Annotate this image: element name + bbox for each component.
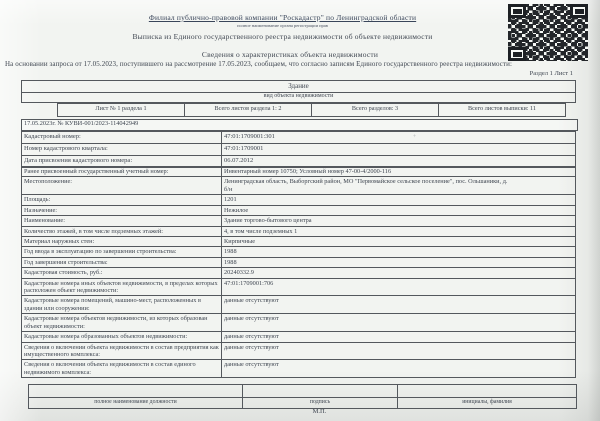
document-header: [60, 13, 505, 41]
signature-table: [28, 384, 577, 409]
sheet-info-table: [57, 103, 566, 117]
field-value: 4, в том числе подземных 1: [222, 226, 576, 236]
field-label: Год завершения строительства:: [22, 257, 222, 267]
field-value: Нежилое: [222, 205, 576, 215]
field-value-line: Ленинградская область, Выборгский район, МО "Первомайское сельское поселение", пос. Ольшаники, д.: [224, 178, 508, 186]
table-row: [22, 177, 576, 195]
sheet-info-cell: Всего разделов: 3: [312, 104, 439, 117]
details-table: [21, 166, 576, 378]
table-row: [22, 296, 576, 314]
table-row: [22, 195, 576, 205]
field-label: Ранее присвоенный государственный учетный номер:: [22, 167, 222, 177]
table-row: [22, 81, 576, 93]
table-row: [22, 236, 576, 246]
field-value: [222, 177, 576, 195]
object-kind-caption: вид объекта недвижимости: [22, 93, 576, 103]
table-row: [58, 104, 566, 117]
table-row: [22, 278, 576, 296]
field-label: Сведения о включении объекта недвижимости в состав единого недвижимого комплекса:: [22, 360, 222, 378]
table-row: [22, 247, 576, 257]
sheet-info-cell: Лист № 1 раздела 1: [58, 104, 185, 117]
field-value: данные отсутствуют: [222, 332, 576, 342]
field-value: 1201: [222, 195, 576, 205]
org-caption: полное наименование органа регистрации прав: [237, 23, 328, 28]
signature-name-field: [398, 385, 577, 398]
signature-sign-label: подпись: [243, 398, 398, 409]
section-title: Сведения о характеристиках объекта недвижимости: [201, 50, 379, 59]
field-label: Местоположение:: [22, 177, 222, 195]
object-kind-table: [21, 80, 576, 103]
table-row: [22, 268, 576, 278]
field-label: Кадастровые номера помещений, машино-мест, расположенных в здании или сооружении:: [22, 296, 222, 314]
field-label: Кадастровые номера объектов недвижимости, из которых образован объект недвижимости:: [22, 314, 222, 332]
field-label: Номер кадастрового квартала:: [22, 144, 222, 156]
field-value: Инвентарный номер 10750; Условный номер 47-00-4/2000-116: [222, 167, 576, 177]
sheet-info-cell: Всего листов выписки: 11: [439, 104, 566, 117]
field-label: Материал наружных стен:: [22, 236, 222, 246]
table-row: [22, 93, 576, 103]
object-kind-value: Здание: [22, 81, 576, 93]
table-row: [29, 385, 577, 398]
field-value: 20240332.9: [222, 268, 576, 278]
field-value: Здание торгово-бытового центра: [222, 216, 576, 226]
table-row: [22, 144, 576, 156]
table-row: [22, 332, 576, 342]
document-title: Выписка из Единого государственного реестра недвижимости об объекте недвижимости: [132, 32, 433, 42]
table-row: [22, 132, 576, 144]
table-row: [22, 314, 576, 332]
sheet-info-cell: Всего листов раздела 1: 2: [185, 104, 312, 117]
qr-finder-icon: [508, 4, 526, 18]
field-label: Площадь:: [22, 195, 222, 205]
field-label: Кадастровый номер:: [22, 132, 222, 144]
field-value: данные отсутствуют: [222, 296, 576, 314]
field-value: данные отсутствуют: [222, 360, 576, 378]
qr-finder-icon: [570, 4, 588, 18]
field-value: данные отсутствуют: [222, 314, 576, 332]
field-label: Назначение:: [22, 205, 222, 215]
field-value-line: б/н: [224, 185, 233, 193]
field-value: 47:01:1709001:301 +: [222, 132, 576, 144]
table-row: [22, 167, 576, 177]
table-row: [22, 342, 576, 360]
table-row: [22, 216, 576, 226]
field-value: 47:01:1709001:706: [222, 278, 576, 296]
signature-name-label: инициалы, фамилия: [398, 398, 577, 409]
field-value: 06.07.2012: [222, 156, 576, 168]
field-value: 1988: [222, 247, 576, 257]
table-row: [22, 226, 576, 236]
request-number: 17.05.2023г. № КУВИ-001/2023-114042949: [21, 119, 578, 131]
field-label: Наименование:: [22, 216, 222, 226]
table-row: [22, 257, 576, 267]
table-row: [22, 360, 576, 378]
table-row: [29, 398, 577, 409]
signature-sign-field: [243, 385, 398, 398]
org-name: Филиал публично-правовой компании "Роскадастр" по Ленинградской области: [148, 13, 417, 22]
field-value: 47:01:1709001: [222, 144, 576, 156]
stamp-mark: М.П.: [312, 408, 327, 415]
field-label: Кадастровые номера иных объектов недвижимости, в пределах которых расположен объект недвижимости:: [22, 278, 222, 296]
field-value: данные отсутствуют: [222, 342, 576, 360]
cadastral-table: [21, 131, 576, 168]
request-note: На основании запроса от 17.05.2023, поступившего на рассмотрение 17.05.2023, сообщаем, что согласно записям Единого государственного реестра недвижимости:: [5, 60, 513, 68]
field-label: Количество этажей, в том числе подземных этажей:: [22, 226, 222, 236]
section-sheet-ref: Раздел 1 Лист 1: [529, 70, 573, 77]
field-label: Кадастровые номера образованных объектов недвижимости:: [22, 332, 222, 342]
field-label: Год ввода в эксплуатацию по завершении строительства:: [22, 247, 222, 257]
field-label: Дата присвоения кадастрового номера:: [22, 156, 222, 168]
signature-position-label: полное наименование должности: [29, 398, 243, 409]
signature-position-field: [29, 385, 243, 398]
field-label: Кадастровая стоимость, руб.:: [22, 268, 222, 278]
table-row: [22, 205, 576, 215]
field-label: Сведения о включении объекта недвижимости в состав предприятия как имущественного комплекса:: [22, 342, 222, 360]
field-value: 1988: [222, 257, 576, 267]
field-value: Кирпичные: [222, 236, 576, 246]
